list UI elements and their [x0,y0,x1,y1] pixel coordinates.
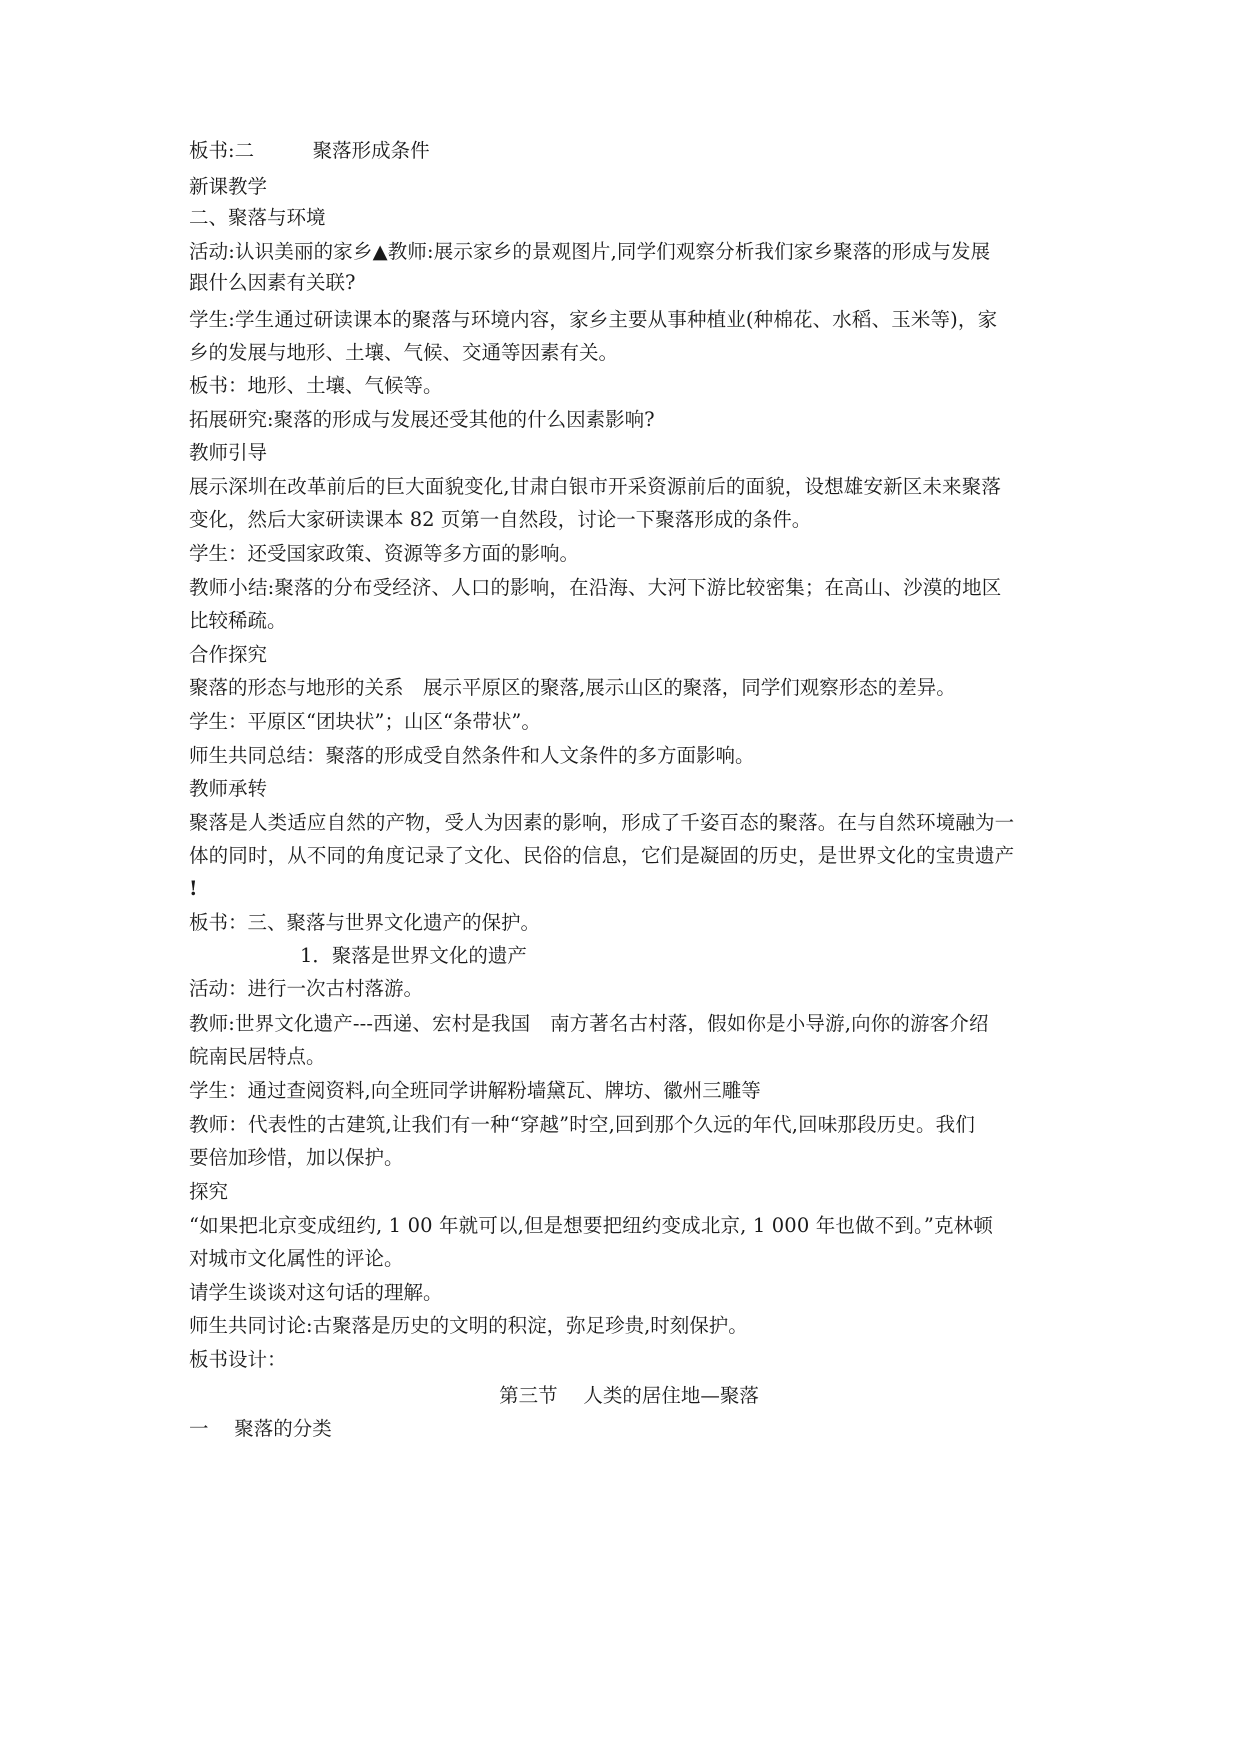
text-line: 师生共同讨论:古聚落是历史的文明的积淀，弥足珍贵,时刻保护。 [189,1314,748,1337]
quote-line: “如果把北京变成纽约, 1 00 年就可以,但是想要把纽约变成北京, 1 000 年也做不到。”克林顿 [189,1214,993,1237]
text-line: 教师小结:聚落的分布受经济、人口的影响，在沿海、大河下游比较密集；在高山、沙漠的地区 [189,576,1002,599]
blackboard-subheading: 1．聚落是世界文化的遗产 [300,944,527,967]
text-line: 活动：进行一次古村落游。 [189,977,424,1000]
text-line: 要倍加珍惜，加以保护。 [189,1146,404,1169]
text-line: 展示深圳在改革前后的巨大面貌变化,甘肃白银市开采资源前后的面貌，设想雄安新区未来聚落 [189,475,1001,498]
board-design-item: 一 聚落的分类 [189,1417,332,1440]
board-design-title: 第三节 人类的居住地—聚落 [499,1384,759,1407]
text-line: 学生：还受国家政策、资源等多方面的影响。 [189,542,580,565]
text-line: 教师:世界文化遗产---西递、宏村是我国 南方著名古村落，假如你是小导游,向你的游客介绍 [189,1012,989,1035]
text-line: 学生：平原区“团块状”；山区“条带状”。 [189,710,541,733]
text-line: 乡的发展与地形、土壤、气候、交通等因素有关。 [189,341,619,364]
text-line: 教师：代表性的古建筑,让我们有一种“穿越”时空,回到那个久远的年代,回味那段历史。我们 [189,1113,975,1136]
text-line: 教师承转 [189,777,268,800]
text-line: 体的同时，从不同的角度记录了文化、民俗的信息，它们是凝固的历史，是世界文化的宝贵遗产 [189,844,1015,867]
text-line: 比较稀疏。 [189,609,287,632]
blackboard-title: 板书:二 聚落形成条件 [189,139,430,162]
text-line: 师生共同总结：聚落的形成受自然条件和人文条件的多方面影响。 [189,744,755,767]
text-line: ! [189,877,198,900]
text-line: 板书：三、聚落与世界文化遗产的保护。 [189,911,541,934]
text-line: 学生:学生通过研读课本的聚落与环境内容，家乡主要从事种植业(种棉花、水稻、玉米等)，家 [189,308,998,331]
text-line: 请学生谈谈对这句话的理解。 [189,1281,443,1304]
text-line: 学生：通过查阅资料,向全班同学讲解粉墙黛瓦、牌坊、徽州三雕等 [189,1079,761,1102]
text-line: 活动:认识美丽的家乡▲教师:展示家乡的景观图片,同学们观察分析我们家乡聚落的形成与发展 [189,240,991,263]
text-line: 聚落的形态与地形的关系 展示平原区的聚落,展示山区的聚落，同学们观察形态的差异。 [189,676,956,699]
text-line: 皖南民居特点。 [189,1045,326,1068]
text-line: 聚落是人类适应自然的产物，受人为因素的影响，形成了千姿百态的聚落。在与自然环境融为一 [189,811,1015,834]
text-line: 教师引导 [189,441,268,464]
text-line: 对城市文化属性的评论。 [189,1247,404,1270]
text-line: 拓展研究:聚落的形成与发展还受其他的什么因素影响? [189,408,655,431]
text-line: 合作探究 [189,643,268,666]
section-label: 新课教学 [189,175,268,198]
text-line: 板书设计： [189,1348,287,1371]
section-heading: 二、聚落与环境 [189,206,326,229]
text-line: 板书：地形、土壤、气候等。 [189,374,443,397]
text-line: 变化，然后大家研读课本 82 页第一自然段，讨论一下聚落形成的条件。 [189,508,812,531]
text-line: 探究 [189,1180,229,1203]
text-line: 跟什么因素有关联? [189,271,356,294]
